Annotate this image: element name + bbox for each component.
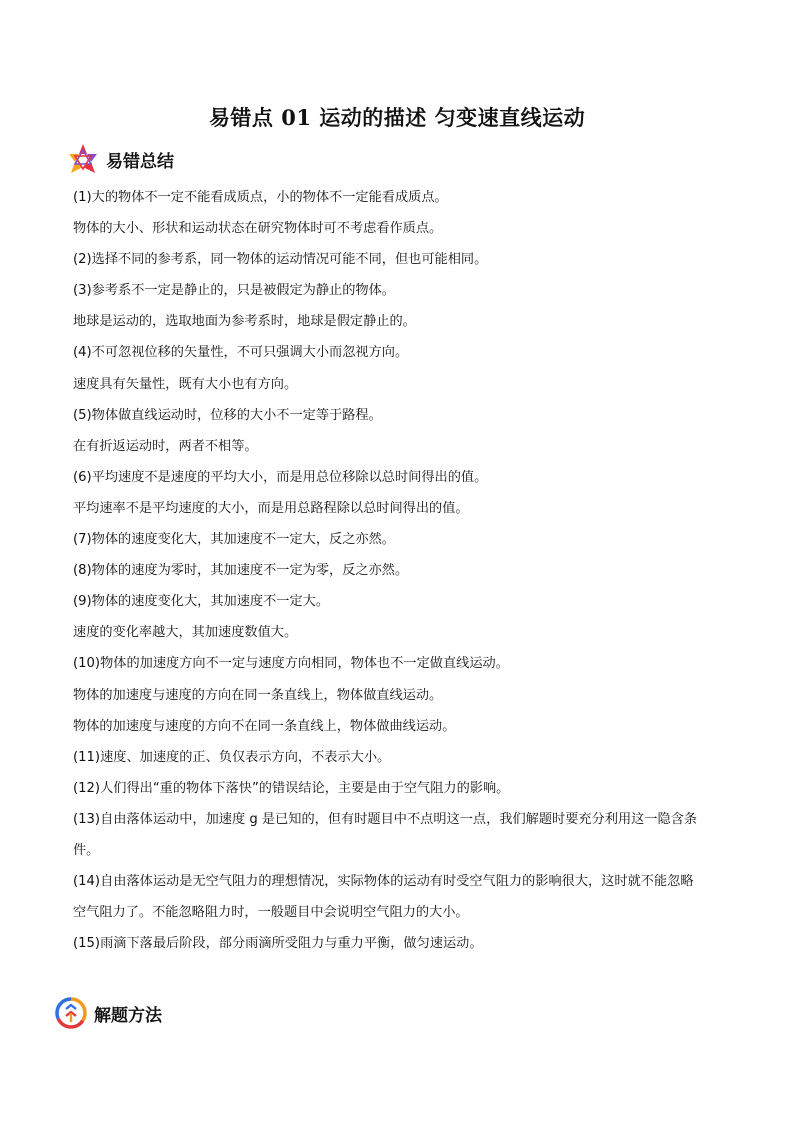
- summary-line: (8)物体的速度为零时，其加速度不一定为零，反之亦然。: [73, 563, 409, 579]
- circle-arrow-badge-icon: [54, 996, 88, 1030]
- summary-line: (7)物体的速度变化大，其加速度不一定大，反之亦然。: [73, 532, 395, 548]
- summary-line: (13)自由落体运动中，加速度 g 是已知的，但有时题目中不点明这一点，我们解题时要充分利用这一隐含条: [73, 811, 698, 827]
- summary-line: 件。: [73, 842, 100, 858]
- summary-section-heading: [66, 142, 174, 176]
- summary-line: 在有折返运动时，两者不相等。: [73, 438, 258, 454]
- summary-line: (11)速度、加速度的正、负仅表示方向，不表示大小。: [73, 749, 391, 765]
- summary-line: (5)物体做直线运动时，位移的大小不一定等于路程。: [73, 407, 382, 423]
- page-title: 易错点 01 运动的描述 匀变速直线运动: [208, 105, 586, 130]
- summary-line: (1)大的物体不一定不能看成质点，小的物体不一定能看成质点。: [73, 190, 448, 205]
- star-badge-icon: [66, 142, 100, 176]
- summary-line: (15)雨滴下落最后阶段，部分雨滴所受阻力与重力平衡，做匀速运动。: [73, 936, 483, 952]
- method-section-heading: [54, 996, 162, 1030]
- summary-line: (4)不可忽视位移的矢量性，不可只强调大小而忽视方向。: [73, 345, 409, 361]
- method-heading-label: 解题方法: [94, 1005, 162, 1026]
- summary-line: (3)参考系不一定是静止的，只是被假定为静止的物体。: [73, 283, 395, 299]
- summary-line: (6)平均速度不是速度的平均大小，而是用总位移除以总时间得出的值。: [73, 469, 488, 485]
- summary-lines: [73, 182, 733, 959]
- summary-line: 速度具有矢量性，既有大小也有方向。: [73, 376, 298, 392]
- summary-line: 物体的加速度与速度的方向不在同一条直线上，物体做曲线运动。: [73, 718, 456, 734]
- summary-line: (12)人们得出“重的物体下落快”的错误结论，主要是由于空气阻力的影响。: [73, 780, 510, 796]
- summary-heading-label: 易错总结: [106, 151, 174, 172]
- summary-line: (2)选择不同的参考系，同一物体的运动情况可能不同，但也可能相同。: [73, 252, 488, 268]
- summary-line: 物体的加速度与速度的方向在同一条直线上，物体做直线运动。: [73, 687, 443, 703]
- summary-line: 速度的变化率越大，其加速度数值大。: [73, 625, 298, 641]
- summary-line: (14)自由落体运动是无空气阻力的理想情况，实际物体的运动有时受空气阻力的影响很大，这时就不能忽略: [73, 874, 694, 890]
- summary-line: 空气阻力了。不能忽略阻力时，一般题目中会说明空气阻力的大小。: [73, 905, 469, 921]
- summary-line: (10)物体的加速度方向不一定与速度方向相同，物体也不一定做直线运动。: [73, 656, 509, 672]
- summary-line: 物体的大小、形状和运动状态在研究物体时可不考虑看作质点。: [73, 221, 443, 237]
- summary-line: 地球是运动的，选取地面为参考系时，地球是假定静止的。: [73, 314, 416, 330]
- summary-line: (9)物体的速度变化大，其加速度不一定大。: [73, 594, 330, 610]
- summary-line: 平均速率不是平均速度的大小，而是用总路程除以总时间得出的值。: [73, 500, 469, 516]
